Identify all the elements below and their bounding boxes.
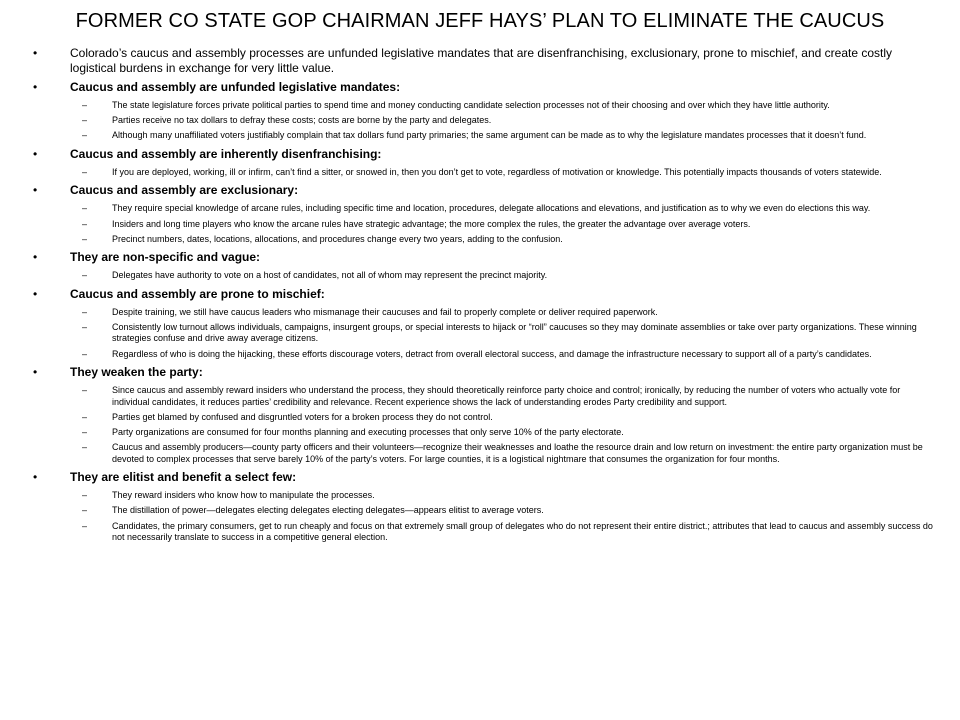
dash-icon: – xyxy=(82,218,88,229)
dash-icon: – xyxy=(82,306,88,317)
bullet-icon: • xyxy=(33,46,38,60)
dash-icon: – xyxy=(82,385,88,396)
section-heading-text: They are elitist and benefit a select few: xyxy=(70,470,297,485)
sub-point xyxy=(30,349,940,361)
dash-icon: – xyxy=(82,505,88,516)
sub-point-text: Precinct numbers, dates, locations, allocations, and procedures change every two years, adding to the confusion. xyxy=(112,233,563,244)
sub-points-list xyxy=(30,100,940,142)
sub-point xyxy=(30,490,940,502)
sub-point xyxy=(30,203,940,215)
sub-point xyxy=(30,385,940,408)
section-heading-text: Caucus and assembly are inherently disenfranchising: xyxy=(70,146,382,161)
section-heading xyxy=(30,250,940,265)
dash-icon: – xyxy=(82,348,88,359)
slide-title: FORMER CO STATE GOP CHAIRMAN JEFF HAYS’ PLAN TO ELIMINATE THE CAUCUS xyxy=(75,10,885,32)
dash-icon: – xyxy=(82,520,88,531)
sub-point-text: Insiders and long time players who know the arcane rules have strategic advantage; the more complex the rules, the greater the advantage over average voters. xyxy=(112,218,751,229)
bullet-icon: • xyxy=(33,470,38,485)
bullet-icon: • xyxy=(33,365,38,380)
dash-icon: – xyxy=(82,427,88,437)
sub-points-list xyxy=(30,203,940,245)
sub-point-text: Parties get blamed by confused and disgruntled voters for a broken process they do not control. xyxy=(112,411,493,422)
sections-list xyxy=(30,80,940,544)
sub-point xyxy=(30,219,940,231)
sub-point-text: Although many unaffiliated voters justifiably complain that tax dollars fund party primaries; the same argument can be made as to why the legislature mandates processes that it doesn’t fund. xyxy=(112,130,867,141)
section-heading-text: They weaken the party: xyxy=(70,365,203,380)
sub-points-list xyxy=(30,270,940,282)
section-heading-text: They are non-specific and vague: xyxy=(70,250,261,265)
sub-points-list xyxy=(30,490,940,543)
section-heading-text: Caucus and assembly are exclusionary: xyxy=(70,183,299,198)
sub-point-text: Delegates have authority to vote on a host of candidates, not all of whom may represent the precinct majority. xyxy=(112,270,548,281)
dash-icon: – xyxy=(82,233,88,244)
intro-text: Colorado’s caucus and assembly processes are unfunded legislative mandates that are disenfranchising, exclusionary, prone to mischief, and create costly logistical burdens in exchange for very little value. xyxy=(70,46,893,75)
sub-point-text: They reward insiders who know how to manipulate the processes. xyxy=(112,490,375,501)
dash-icon: – xyxy=(82,270,88,281)
sub-point xyxy=(30,130,940,142)
sub-points-list xyxy=(30,307,940,360)
sub-point-text: Party organizations are consumed for four months planning and executing processes that only serve 10% of the party electorate. xyxy=(112,427,624,437)
sub-point xyxy=(30,521,940,544)
sub-point xyxy=(30,505,940,517)
section-heading-text: Caucus and assembly are unfunded legislative mandates: xyxy=(70,80,401,94)
section-heading xyxy=(30,80,940,95)
sub-point-text: Regardless of who is doing the hijacking, these efforts discourage voters, detract from overall electoral success, and damage the infrastructure necessary to support all of a party’s candidates. xyxy=(112,348,872,359)
dash-icon: – xyxy=(82,411,88,422)
dash-icon: – xyxy=(82,203,88,214)
section-heading xyxy=(30,287,940,302)
sub-point xyxy=(30,100,940,112)
sub-point-text: If you are deployed, working, ill or infirm, can’t find a sitter, or snowed in, then you don’t get to vote, regardless of motivation or knowledge. This potentially impacts thousands of voters statewide. xyxy=(112,166,882,177)
sub-points-list xyxy=(30,385,940,465)
bullet-icon: • xyxy=(33,250,38,265)
sub-point xyxy=(30,442,940,465)
sub-point-text: They require special knowledge of arcane rules, including specific time and location, procedures, delegate allocations and elevations, and justification as to why we even do elections this way. xyxy=(112,203,871,214)
bullet-icon: • xyxy=(33,80,38,94)
dash-icon: – xyxy=(82,490,88,501)
sub-point xyxy=(30,167,940,179)
bullet-icon: • xyxy=(33,183,38,198)
section-heading xyxy=(30,147,940,162)
sub-point-text: Caucus and assembly producers—county party officers and their volunteers—recognize their weaknesses and loathe the resource drain and low return on investment: the entire party organization must be devoted to complex processes that serve barely 10% of the party’s voters. For large counties, it is a logistical nightmare that consumes the organization for four months. xyxy=(112,442,923,464)
sub-point-text: Despite training, we still have caucus leaders who mismanage their caucuses and fail to properly complete or deliver required paperwork. xyxy=(112,306,658,317)
sub-point xyxy=(30,427,940,439)
section-heading xyxy=(30,183,940,198)
section-heading-text: Caucus and assembly are prone to mischief: xyxy=(70,286,325,301)
dash-icon: – xyxy=(82,442,88,453)
sub-point xyxy=(30,322,940,345)
sub-point-text: The state legislature forces private political parties to spend time and money conducting candidate selection processes not of their choosing and over which they have little authority. xyxy=(112,100,830,110)
dash-icon: – xyxy=(82,321,88,332)
sub-point-text: Since caucus and assembly reward insiders who understand the process, they should theoretically reinforce party choice and control; ironically, by reducing the number of voters who actually vote for individual candidates, it reduces parties’ credibility and relevance. Recent experience shows the lack of understanding erodes Party credibility and support. xyxy=(112,385,901,407)
dash-icon: – xyxy=(82,115,88,126)
sub-point-text: Consistently low turnout allows individuals, campaigns, insurgent groups, or special interests to hijack or “roll” caucuses so they may dominate assemblies or take over party organizations. These winning strategies confuse and drive away average citizens. xyxy=(112,321,917,344)
section-heading xyxy=(30,470,940,485)
dash-icon: – xyxy=(82,130,88,141)
dash-icon: – xyxy=(82,166,88,177)
content-body xyxy=(30,46,940,549)
sub-points-list xyxy=(30,167,940,179)
sub-point xyxy=(30,115,940,127)
sub-point xyxy=(30,234,940,246)
sub-point-text: The distillation of power—delegates electing delegates electing delegates—appears elitist to average voters. xyxy=(112,505,544,516)
dash-icon: – xyxy=(82,100,88,110)
bullet-icon: • xyxy=(33,286,38,301)
sub-point xyxy=(30,270,940,282)
bullet-icon: • xyxy=(33,146,38,161)
sub-point xyxy=(30,307,940,319)
sub-point xyxy=(30,412,940,424)
sub-point-text: Parties receive no tax dollars to defray these costs; costs are borne by the party and delegates. xyxy=(112,115,492,126)
section-heading xyxy=(30,365,940,380)
intro-bullet xyxy=(30,46,940,76)
sub-point-text: Candidates, the primary consumers, get to run cheaply and focus on that extremely small group of delegates who do not represent their entire district.; attributes that lead to caucus and assembly success do not necessarily translate to success in a competitive general election. xyxy=(112,520,933,543)
